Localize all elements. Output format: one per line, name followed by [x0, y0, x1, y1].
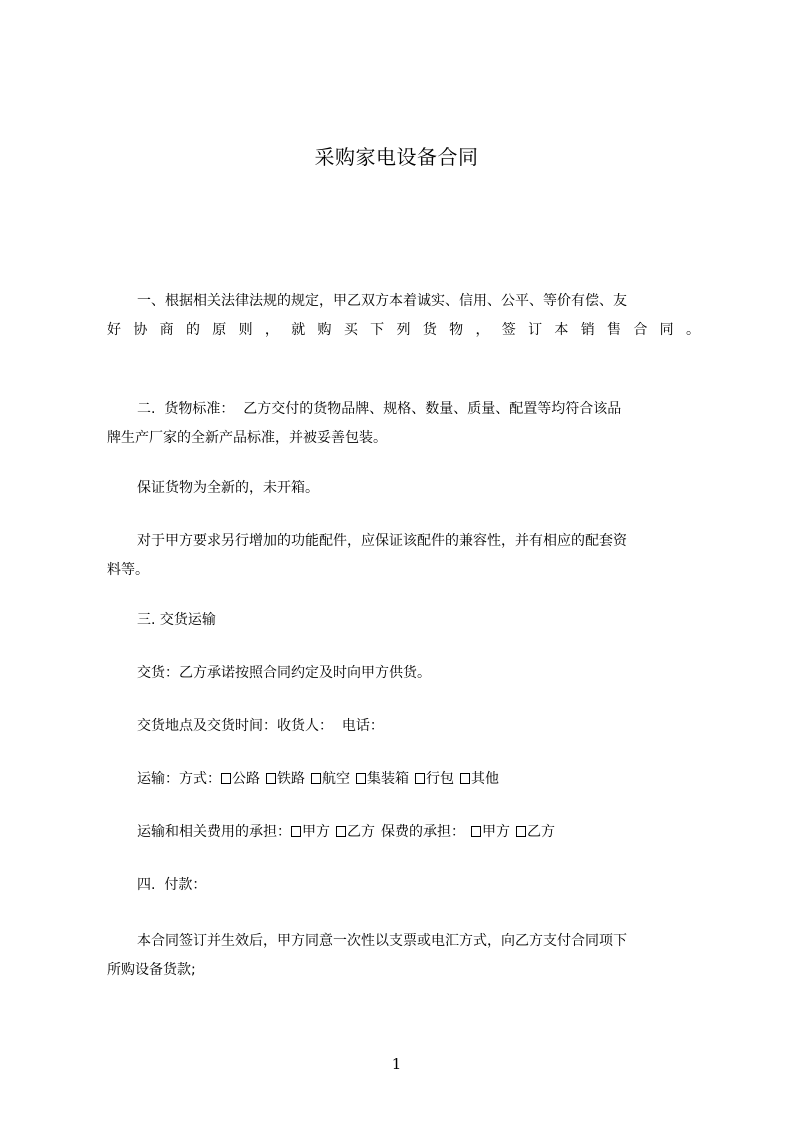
section-1-line-2: 好协商的原则，就购买下列货物，签订本销售合同。 [107, 322, 700, 338]
guarantee-paragraph [107, 474, 700, 503]
checkbox-icon[interactable] [415, 773, 425, 784]
transport-option[interactable]: 铁路 [266, 771, 305, 787]
guarantee-text: 保证货物为全新的，未开箱。 [137, 480, 319, 496]
transport-option[interactable]: 公路 [221, 771, 260, 787]
transport-option[interactable]: 行包 [415, 771, 454, 787]
accessories-line-2: 料等。 [107, 562, 149, 578]
checkbox-icon[interactable] [266, 773, 276, 784]
checkbox-icon[interactable] [221, 773, 231, 784]
section-4-line-2: 所购设备货款; [107, 962, 196, 978]
section-2-line-2: 牌生产厂家的全新产品标准，并被妥善包装。 [107, 430, 387, 446]
delivery-paragraph: 交货：乙方承诺按照合同约定及时向甲方供货。 [137, 665, 431, 681]
section-4-paragraph [107, 927, 700, 985]
insurance-label: 保费的承担： [381, 824, 465, 840]
checkbox-icon[interactable] [471, 826, 481, 837]
document-title: 采购家电设备合同 [314, 145, 479, 169]
checkbox-icon[interactable] [291, 826, 301, 837]
transport-option[interactable]: 航空 [311, 771, 350, 787]
checkbox-icon[interactable] [356, 773, 366, 784]
fees-option[interactable]: 乙方 [336, 824, 375, 840]
transport-option[interactable]: 其他 [460, 771, 499, 787]
fees-paragraph [107, 818, 700, 847]
accessories-line-1: 对于甲方要求另行增加的功能配件，应保证该配件的兼容性，并有相应的配套资 [137, 533, 627, 549]
section-1-line-1: 一、根据相关法律法规的规定，甲乙双方本着诚实、信用、公平、等价有偿、友 [137, 293, 627, 309]
section-1-paragraph [107, 287, 700, 345]
transport-paragraph [107, 765, 700, 794]
section-4-line-1: 本合同签订并生效后，甲方同意一次性以支票或电汇方式，向乙方支付合同项下 [137, 933, 627, 949]
section-2-line-1: 二. 货物标准： 乙方交付的货物品牌、规格、数量、质量、配置等均符合该品 [137, 401, 622, 417]
transport-option[interactable]: 集装箱 [356, 771, 409, 787]
fees-option[interactable]: 甲方 [291, 824, 330, 840]
fees-label: 运输和相关费用的承担： [137, 824, 291, 840]
checkbox-icon[interactable] [336, 826, 346, 837]
insurance-option[interactable]: 乙方 [516, 824, 555, 840]
insurance-option[interactable]: 甲方 [471, 824, 510, 840]
checkbox-icon[interactable] [460, 773, 470, 784]
page-number: 1 [391, 1055, 402, 1073]
checkbox-icon[interactable] [516, 826, 526, 837]
fees-line [107, 818, 700, 847]
section-2-paragraph [107, 395, 700, 453]
checkbox-icon[interactable] [311, 773, 321, 784]
section-3-heading: 三. 交货运输 [137, 612, 216, 628]
transport-line [107, 765, 700, 794]
section-4-heading: 四. 付款： [137, 877, 207, 893]
accessories-paragraph [107, 527, 700, 585]
place-time-paragraph: 交货地点及交货时间：收货人： 电话： [137, 718, 384, 734]
transport-label: 运输：方式： [137, 771, 221, 787]
